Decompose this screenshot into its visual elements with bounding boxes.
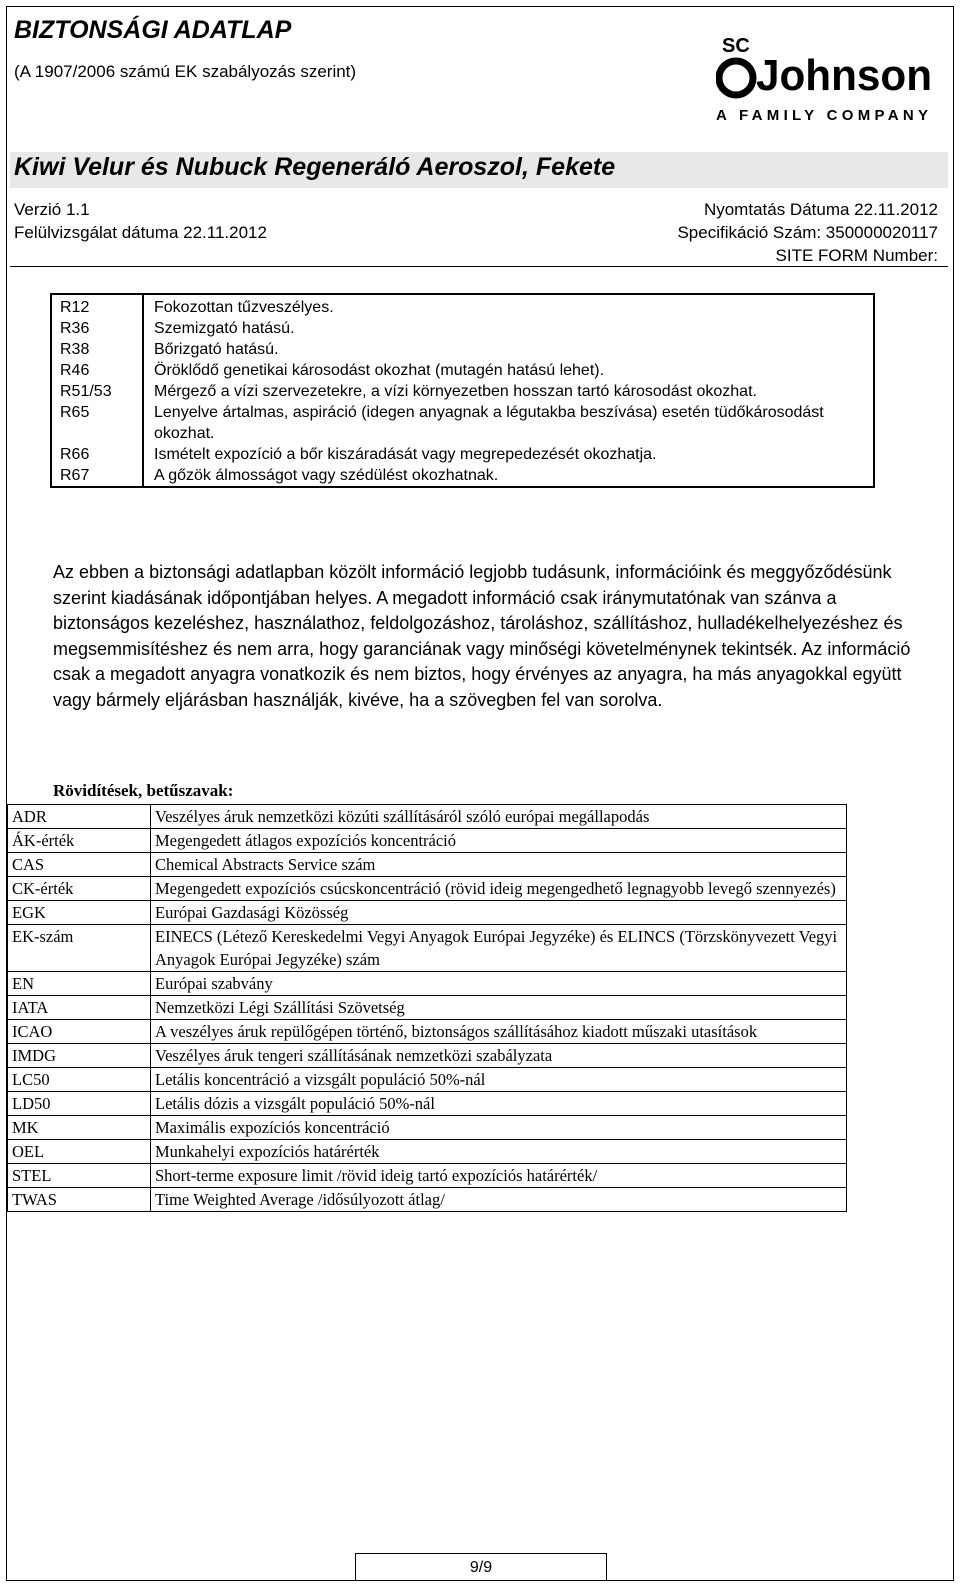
table-row — [51, 402, 874, 444]
abbreviation-meaning: Chemical Abstracts Service szám — [151, 853, 847, 877]
abbreviation: EGK — [8, 901, 151, 925]
abbreviation: IATA — [8, 996, 151, 1020]
disclaimer-paragraph: Az ebben a biztonsági adatlapban közölt információ legjobb tudásunk, információink és meggyőződésünk szerint kiadásának időpontjában helyes. A megadott információ csak iránymutatónak van szánva a biztonságos kezeléshez, használathoz, feldolgozáshoz, tároláshoz, szállításhoz, hulladékelhelyezéshez és megsemmisítéshez és nem arra, hogy garanciának vagy minőségi követelménynek tekintsék. Az információ csak a megadott anyagra vonatkozik és nem biztos, hogy érvényes az anyagra, ha más anyagokkal együtt vagy bármely eljárásban használják, kivéve, ha a szövegben fel van sorolva. — [53, 562, 911, 710]
abbreviation-meaning: EINECS (Létező Kereskedelmi Vegyi Anyagok Európai Jegyzéke) és ELINCS (Törzskönyvezett Vegyi Anyagok Európai Jegyzéke) szám — [151, 925, 847, 972]
page-number: 9/9 — [355, 1553, 607, 1581]
r-text: Szemizgató hatású. — [154, 320, 295, 337]
abbreviation: TWAS — [8, 1188, 151, 1212]
sc-johnson-logo — [716, 30, 938, 124]
table-row — [8, 901, 847, 925]
r-code: R66 — [51, 444, 143, 465]
r-code: R36 — [51, 318, 143, 339]
table-row — [8, 1068, 847, 1092]
abbreviation-meaning: Európai Gazdasági Közösség — [151, 901, 847, 925]
abbreviation: LC50 — [8, 1068, 151, 1092]
logo-brand-main: Johnson — [756, 51, 932, 100]
header-divider — [10, 266, 948, 267]
table-row — [8, 1020, 847, 1044]
document-subtitle: (A 1907/2006 számú EK szabályozás szerint) — [14, 62, 357, 81]
table-row — [51, 360, 874, 381]
abbreviation-meaning: Munkahelyi expozíciós határérték — [151, 1140, 847, 1164]
table-row — [8, 972, 847, 996]
table-row — [51, 381, 874, 402]
version-label: Verzió 1.1 — [14, 200, 90, 219]
r-code: R12 — [51, 294, 143, 318]
abbreviation: OEL — [8, 1140, 151, 1164]
table-row — [51, 444, 874, 465]
table-row — [8, 996, 847, 1020]
table-row — [8, 1140, 847, 1164]
r-text: Ismételt expozíció a bőr kiszáradását vagy megrepedezését okozhatja. — [154, 446, 657, 463]
abbreviation: IMDG — [8, 1044, 151, 1068]
table-row — [8, 877, 847, 901]
table-row — [51, 318, 874, 339]
abbreviation-meaning: Maximális expozíciós koncentráció — [151, 1116, 847, 1140]
table-row — [8, 1092, 847, 1116]
table-row — [8, 829, 847, 853]
table-row — [8, 1044, 847, 1068]
r-text: Öröklődő genetikai károsodást okozhat (mutagén hatású lehet). — [154, 362, 605, 379]
table-row — [8, 1116, 847, 1140]
abbreviation-meaning: Veszélyes áruk nemzetközi közúti szállításáról szóló európai megállapodás — [151, 805, 847, 829]
abbreviation: EN — [8, 972, 151, 996]
abbreviation-meaning: Európai szabvány — [151, 972, 847, 996]
table-row — [51, 465, 874, 487]
abbreviation: EK-szám — [8, 925, 151, 972]
logo-brand-top: SC — [722, 35, 750, 57]
r-phrases-table — [50, 293, 875, 488]
r-code: R65 — [51, 402, 143, 444]
r-code: R46 — [51, 360, 143, 381]
r-text: Bőrizgató hatású. — [154, 341, 279, 358]
table-row — [8, 925, 847, 972]
abbreviation-meaning: Time Weighted Average /idősúlyozott átlag/ — [151, 1188, 847, 1212]
abbreviation-meaning: Short-terme exposure limit /rövid ideig tartó expozíciós határérték/ — [151, 1164, 847, 1188]
abbreviations-heading: Rövidítések, betűszavak: — [53, 781, 234, 800]
r-text: A gőzök álmosságot vagy szédülést okozhatnak. — [154, 467, 499, 484]
logo-tagline: A FAMILY COMPANY — [716, 107, 928, 124]
abbreviation-meaning: Megengedett átlagos expozíciós koncentráció — [151, 829, 847, 853]
table-row — [51, 294, 874, 318]
abbreviation: CAS — [8, 853, 151, 877]
abbreviation-meaning: Letális koncentráció a vizsgált populáció 50%-nál — [151, 1068, 847, 1092]
r-code: R67 — [51, 465, 143, 487]
table-row — [8, 1188, 847, 1212]
review-date: Felülvizsgálat dátuma 22.11.2012 — [14, 223, 267, 242]
abbreviation: ADR — [8, 805, 151, 829]
print-date: Nyomtatás Dátuma 22.11.2012 — [703, 200, 938, 219]
document-title: BIZTONSÁGI ADATLAP — [14, 16, 292, 44]
r-text: Lenyelve ártalmas, aspiráció (idegen anyagnak a légutakba beszívása) esetén tüdőkárosodást okozhat. — [154, 404, 824, 442]
r-code: R51/53 — [51, 381, 143, 402]
abbreviation-meaning: Letális dózis a vizsgált populáció 50%-nál — [151, 1092, 847, 1116]
abbreviation: MK — [8, 1116, 151, 1140]
abbreviation-meaning: A veszélyes áruk repülőgépen történő, biztonságos szállításához kiadott műszaki utasítások — [151, 1020, 847, 1044]
r-text: Mérgező a vízi szervezetekre, a vízi környezetben hosszan tartó károsodást okozhat. — [154, 383, 757, 400]
abbreviations-table — [7, 804, 847, 1212]
abbreviation: LD50 — [8, 1092, 151, 1116]
table-row — [8, 853, 847, 877]
r-code: R38 — [51, 339, 143, 360]
abbreviation: STEL — [8, 1164, 151, 1188]
table-row — [8, 1164, 847, 1188]
abbreviation: CK-érték — [8, 877, 151, 901]
abbreviation: ICAO — [8, 1020, 151, 1044]
spec-number: Specifikáció Szám: 350000020117 — [677, 223, 938, 242]
abbreviation-meaning: Nemzetközi Légi Szállítási Szövetség — [151, 996, 847, 1020]
table-row — [51, 339, 874, 360]
abbreviation-meaning: Megengedett expozíciós csúcskoncentráció (rövid ideig megengedhető legnagyobb levegő szennyezés) — [151, 877, 847, 901]
r-text: Fokozottan tűzveszélyes. — [154, 299, 334, 316]
abbreviation: ÁK-érték — [8, 829, 151, 853]
site-form-number: SITE FORM Number: — [775, 246, 938, 265]
table-row — [8, 805, 847, 829]
abbreviation-meaning: Veszélyes áruk tengeri szállításának nemzetközi szabályzata — [151, 1044, 847, 1068]
product-title: Kiwi Velur és Nubuck Regeneráló Aeroszol, Fekete — [14, 153, 616, 181]
